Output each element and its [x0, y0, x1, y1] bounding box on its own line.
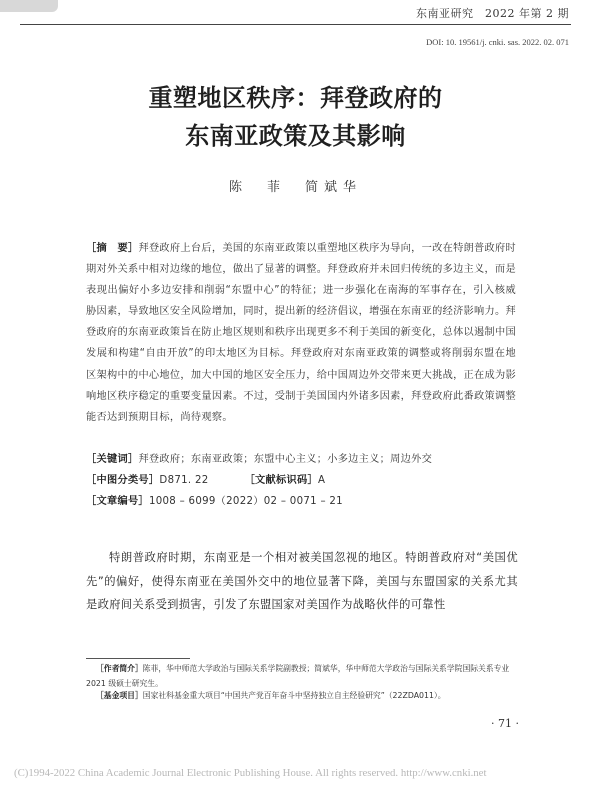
copyright-line: (C)1994-2022 China Academic Journal Electronic Publishing House. All rights reserved. http://www.cnki.net [14, 767, 487, 779]
article-number-label: ［文章编号］ [86, 496, 149, 507]
abstract-text: 拜登政府上台后，美国的东南亚政策以重塑地区秩序为导向，一改在特朗普政府时期对外关系中相对边缘的地位，做出了显著的调整。拜登政府并未回归传统的多边主义，而是表现出偏好小多边安排和削弱“东盟中心”的特征；进一步强化在南海的军事存在，引入核威胁因素，导致地区安全风险增加，同时，提出新的经济倡议，增强在东南亚的经济影响力。拜登政府的东南亚政策旨在防止地区规则和秩序出现更多不利于美国的新变化，总体以遏制中国发展和构建“自由开放”的印太地区为目标。拜登政府对东南亚政策的调整或将削弱东盟在地区架构中的中心地位，加大中国的地区安全压力，给中国周边外交带来更大挑战，正在成为影响地区秩序稳定的重要变量因素。不过，受制于美国国内外诸多因素，拜登政府此番政策调整能否达到预期目标，尚待观察。 [86, 243, 517, 423]
abstract-label: ［摘 要］ [86, 243, 139, 254]
doc-code-label: ［文献标识码］ [244, 475, 318, 486]
fund-footnote-text: 国家社科基金重大项目“中国共产党百年奋斗中坚持独立自主经验研究”（22ZDA011）。 [142, 691, 446, 700]
article-title-line-2: 东南亚政策及其影响 [185, 122, 406, 150]
keywords [86, 450, 432, 465]
clc-label: ［中图分类号］ [86, 475, 160, 486]
classification [86, 471, 325, 486]
fund-footnote [86, 689, 518, 704]
doc-code-value: A [317, 475, 326, 486]
body-paragraph: 特朗普政府时期，东南亚是一个相对被美国忽视的地区。特朗普政府对“美国优先”的偏好，使得东南亚在美国外交中的地位显著下降，美国与东盟国家的关系尤其是政府间关系受到损害，引发了东盟国家对美国作为战略伙伴的可靠性 [86, 551, 518, 611]
authors: 陈 菲 简斌华 [228, 180, 362, 195]
article-title-line-1: 重塑地区秩序：拜登政府的 [148, 84, 443, 112]
author-footnote [86, 662, 518, 691]
author-footnote-text: 陈菲，华中师范大学政治与国际关系学院副教授；简斌华，华中师范大学政治与国际关系学院国际关系专业 2021 级硕士研究生。 [86, 664, 510, 688]
keywords-text: 拜登政府；东南亚政策；东盟中心主义；小多边主义；周边外交 [138, 454, 433, 465]
fund-footnote-label: ［基金项目］ [96, 691, 143, 700]
header-rule [20, 24, 571, 25]
doi: DOI: 10. 19561/j. cnki. sas. 2022. 02. 071 [426, 37, 569, 47]
author-footnote-label: ［作者简介］ [96, 664, 143, 673]
keywords-label: ［关键词］ [86, 454, 139, 465]
page-number: · 71 · [491, 717, 519, 730]
article-number [86, 492, 343, 507]
running-head: 东南亚研究 2022 年第 2 期 [416, 7, 569, 20]
clc-value: D871. 22 [159, 475, 209, 486]
abstract [86, 238, 516, 428]
corner-tab [0, 0, 58, 12]
footnote-rule [86, 658, 190, 659]
article-number-value: 1008 – 6099（2022）02 – 0071 – 21 [148, 496, 343, 507]
